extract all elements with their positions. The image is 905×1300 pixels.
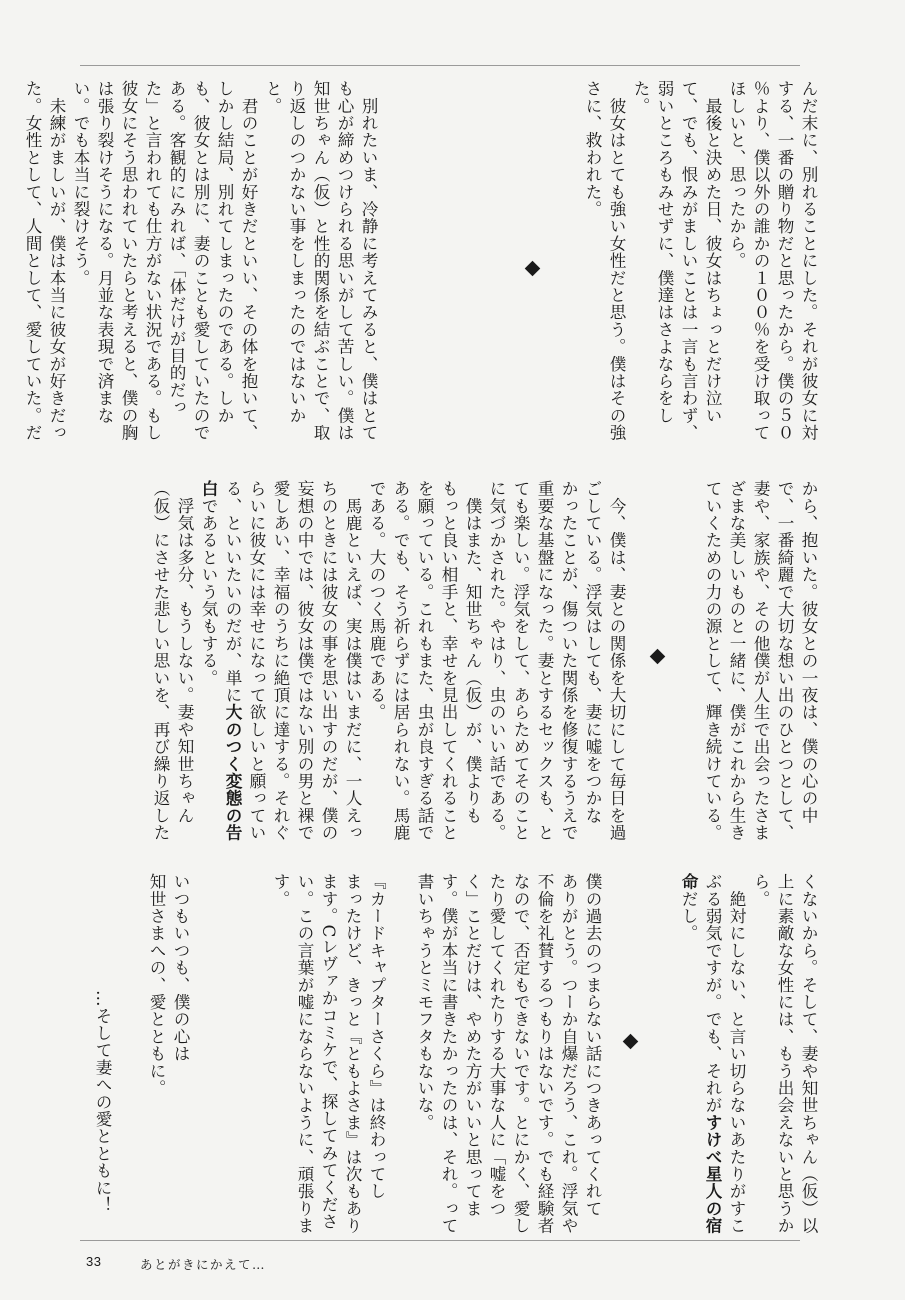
- text-line: 今、僕は、妻との関係を大切にして毎日を過: [607, 480, 626, 842]
- text-line: たり愛してくれたりする大事な人に「嘘をつ: [487, 873, 506, 1217]
- text-line: ざまな美しいものと一緒に、僕がこれから生き: [727, 480, 746, 842]
- text-line: く」ことだけは、やめた方がいいと思ってま: [463, 873, 482, 1217]
- text-line: さに、救われた。: [583, 80, 602, 218]
- text-line: 知世ちゃん（仮）と性的関係を結ぶことで、取: [311, 80, 330, 442]
- text-line: ら。: [751, 873, 770, 908]
- text-line: [220, 480, 244, 845]
- text-line: 彼女はとても強い女性だと思う。僕はその強: [607, 80, 626, 442]
- text-line: す。僕が本当に書きたかったのは、それ。って: [439, 873, 458, 1235]
- text-block-middle: [151, 480, 820, 845]
- text-line: ある。でも、そう祈らずには居られない。馬鹿: [391, 480, 410, 842]
- text-line: [628, 873, 652, 1228]
- text-line: [196, 480, 220, 845]
- text-line: 君のことが好きだといい、その体を抱いて、: [239, 80, 258, 442]
- text-line: ％より、僕以外の誰かの１００％を受け取って: [751, 80, 770, 442]
- text-line: [676, 480, 700, 845]
- text-line: 最後と決めた日、彼女はちょっとだけ泣い: [703, 80, 722, 424]
- top-rule: [80, 65, 800, 66]
- text-line: た。女性として、人間として、愛していた。だ: [23, 80, 42, 442]
- text-line: [388, 873, 412, 1228]
- text-line: で、一番綺麗で大切な想い出のひとつとして、: [775, 480, 794, 842]
- bottom-rule: [80, 1240, 800, 1241]
- text-line: 愛しあい、幸福のうちに絶頂に達する。それぐ: [271, 480, 290, 842]
- text-line: [652, 873, 676, 1228]
- text-line: 未練がましいが、僕は本当に彼女が好きだっ: [47, 80, 66, 442]
- text-line: い。この言葉が嘘にならないように、頑張りま: [295, 873, 314, 1235]
- text-line: ちのときには彼女の事を思い出すのだが、僕の: [319, 480, 338, 842]
- closing-line-1: いつもいつも、僕の心は: [171, 873, 190, 1063]
- text-line: 妻や、家族や、その他僕が人生で出会ったさま: [751, 480, 770, 842]
- section-title: あとがきにかえて…: [140, 1257, 267, 1272]
- text-run: る、といいたいのだが、単に: [223, 480, 242, 704]
- text-line: [676, 873, 700, 1228]
- text-line: は張り裂けそうになる。月並な表現で済まな: [95, 80, 114, 424]
- text-line: [604, 873, 628, 1228]
- text-line: 『カードキャプターさくら』は終わってし: [367, 873, 386, 1200]
- text-line: [652, 480, 676, 845]
- text-line: かったことが、傷ついた関係を修復するうえで: [559, 480, 578, 842]
- text-line: 重要な基盤になった。妻とするセックスも、と: [535, 480, 554, 842]
- text-run: ぶる弱気ですが。でも、それが: [703, 873, 722, 1114]
- text-line: ありがとう。つーか自爆だろう、これ。浮気や: [559, 873, 578, 1235]
- text-line: 彼女にそう思われていたらと考えると、僕の胸: [119, 80, 138, 442]
- text-line: 浮気は多分、もうしない。妻や知世ちゃん: [175, 480, 194, 824]
- text-line: て、でも、恨みがましいことは一言も言わず、: [679, 80, 698, 442]
- text-line: 馬鹿といえば、実は僕はいまだに、一人えっ: [343, 480, 362, 842]
- page-number: 33: [86, 1254, 102, 1269]
- closing-line-3: …そして妻への愛とともに！: [93, 990, 112, 1214]
- text-line: た」と言われても仕方がない状況である。もし: [143, 80, 162, 442]
- text-line: も心が締めつけられる思いがして苦しい。僕は: [335, 80, 354, 442]
- text-line: （仮）にさせた悲しい思いを、再び繰り返した: [151, 480, 170, 842]
- text-line: す。: [271, 873, 290, 908]
- text-line: ていくための力の源として、輝き続けている。: [703, 480, 722, 842]
- text-run: であるという気もする。: [199, 497, 218, 687]
- text-line: まったけど、きっと『ともよさま』は次もあり: [343, 873, 362, 1235]
- closing-line-2: 知世さまへの、愛とともに。: [147, 873, 166, 1097]
- text-line: ても楽しい。浮気をして、あらためてそのこと: [511, 480, 530, 842]
- text-line: 不倫を礼賛するつもりはないです。でも経験者: [535, 873, 554, 1235]
- text-run: だし。: [679, 890, 698, 942]
- text-line: と。: [263, 80, 282, 115]
- text-block-bottom-right: [271, 873, 820, 1235]
- text-line: から、抱いた。彼女との一夜は、僕の心の中: [799, 480, 818, 824]
- text-line: [700, 873, 724, 1235]
- text-line: する、一番の贈り物だと思ったから。僕の５０: [775, 80, 794, 442]
- text-line: 僕はまた、知世ちゃん（仮）が、僕よりも: [463, 480, 482, 824]
- text-line: 別れたいま、冷静に考えてみると、僕はとて: [359, 80, 378, 442]
- text-block-top-left: [23, 80, 380, 480]
- text-line: 上に素敵な女性には、もう出会えないと思うか: [775, 873, 794, 1235]
- bold-emphasis: 大のつく変態の告: [223, 703, 242, 842]
- text-line: を願っている。これもまた、虫が良すぎる話で: [415, 480, 434, 842]
- text-line: である。大のつく馬鹿である。: [367, 480, 386, 721]
- text-line: ほしいと、思ったから。: [727, 80, 746, 270]
- text-line: た。: [631, 80, 650, 115]
- text-line: らいに彼女には幸せになって欲しいと願ってい: [247, 480, 266, 842]
- text-line: ある。客観的にみれば、「体だけが目的だっ: [167, 80, 186, 416]
- text-line: ごしている。浮気はしても、妻に嘘をつかな: [583, 480, 602, 824]
- text-line: り返しのつかない事をしまったのではないか: [287, 80, 306, 424]
- text-line: 妄想の中では、彼女は僕ではない別の男と裸で: [295, 480, 314, 842]
- section-divider-diamond: [525, 261, 541, 277]
- text-line: 書いちゃうとミモフタもないな。: [415, 873, 434, 1131]
- text-line: に気づかされた。やはり、虫のいい話である。: [487, 480, 506, 842]
- text-line: 絶対にしない、と言い切らないあたりがすこ: [727, 873, 746, 1235]
- text-line: もっと良い相手と、幸せを見出してくれること: [439, 480, 458, 842]
- bold-emphasis: すけべ星人の宿: [703, 1113, 722, 1235]
- text-line: も、彼女とは別に、妻のことも愛していたので: [191, 80, 210, 442]
- text-line: しかし結局、別れてしまったのである。しか: [215, 80, 234, 424]
- text-line: ます。Cレヴァかコミケで、探してみてくださ: [319, 873, 338, 1231]
- bold-emphasis: 命: [679, 873, 698, 891]
- text-line: 僕の過去のつまらない話につきあってくれて: [583, 873, 602, 1217]
- bold-emphasis: 白: [199, 480, 218, 498]
- text-line: んだ末に、別れることにした。それが彼女に対: [799, 80, 818, 442]
- text-line: [628, 480, 652, 845]
- text-line: 弱いところもみせずに、僕達はさよならをし: [655, 80, 674, 424]
- text-line: なので、否定もできないです。とにかく、愛し: [511, 873, 530, 1235]
- text-line: い。でも本当に裂けそう。: [71, 80, 90, 287]
- text-line: くないから。そして、妻や知世ちゃん（仮）以: [799, 873, 818, 1235]
